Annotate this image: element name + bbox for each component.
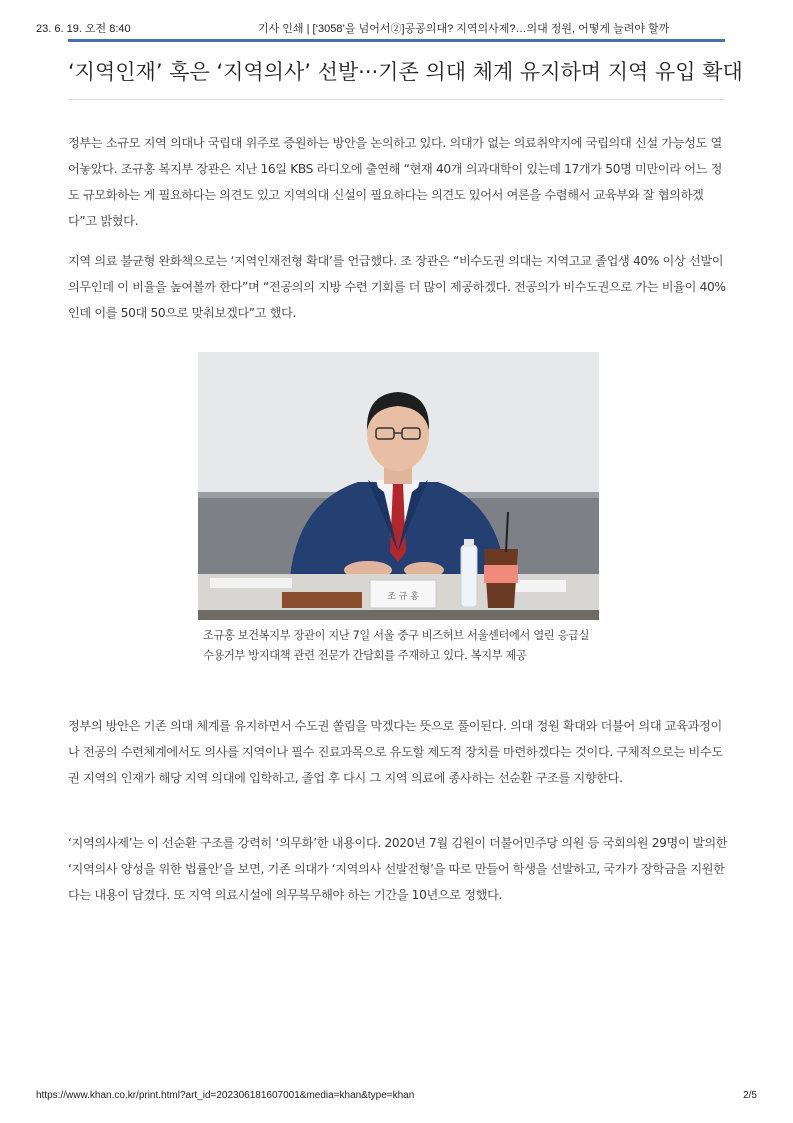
article-photo: [198, 352, 599, 620]
print-page-title: 기사 인쇄 | [‘3058’을 넘어서②]공공의대? 지역의사제?…의대 정원, 어떻게 늘려야 할까: [258, 23, 670, 35]
article-paragraph-2: 지역 의료 불균형 완화책으로는 ‘지역인재전형 확대’를 언급했다. 조 장관은 “비수도권 의대는 지역고교 졸업생 40% 이상 선발이 의무인데 이 비율을 높여볼까 한다”며 “전공의의 지방 수련 기회를 더 많이 제공하겠다. 전공의가 비수도권으로 가는 비율이 40%인데 이를 50대 50으로 맞춰보겠다”고 했다.: [68, 254, 726, 320]
nameplate-text: 조 규 홍: [387, 592, 419, 602]
page-number: 2/5: [743, 1090, 757, 1101]
article-headline: ‘지역인재’ 혹은 ‘지역의사’ 선발···기존 의대 체계 유지하며 지역 유입 확대: [68, 60, 743, 84]
photo-caption: 조규홍 보건복지부 장관이 지난 7일 서울 중구 비즈허브 서울센터에서 열린 응급실 수용거부 방지대책 관련 전문가 간담회를 주재하고 있다. 복지부 제공: [203, 629, 590, 662]
print-header: [36, 20, 757, 36]
article-paragraph-3: 정부의 방안은 기존 의대 체계를 유지하면서 수도권 쏠림을 막겠다는 뜻으로 풀이된다. 의대 정원 확대와 더불어 의대 교육과정이나 전공의 수련체계에서도 의사를 지역이나 필수 진료과목으로 유도할 제도적 장치를 마련하겠다는 것이다. 구체적으로는 비수도권 지역의 인재가 해당 지역 의대에 입학하고, 졸업 후 다시 그 지역 의료에 종사하는 선순환 구조를 지향한다.: [68, 719, 723, 785]
headline-divider: [68, 99, 725, 100]
article-url: https://www.khan.co.kr/print.html?art_id=202306181607001&media=khan&type=khan: [36, 1090, 415, 1101]
article-paragraph-1: 정부는 소규모 지역 의대나 국립대 위주로 증원하는 방안을 논의하고 있다. 의대가 없는 의료취약지에 국립의대 신설 가능성도 열어놓았다. 조규홍 복지부 장관은 지난 16일 KBS 라디오에 출연해 “현재 40개 의과대학이 있는데 17개가 50명 미만이라 어느 정도 규모화하는 게 필요하다는 의견도 있고 지역의대 신설이 필요하다는 의견도 있어서 여론을 수렴해서 교육부와 잘 협의하겠다”고 밝혔다.: [68, 136, 723, 228]
minister-photo-illustration: [198, 352, 599, 620]
print-footer: [36, 1090, 757, 1106]
article-paragraph-4: ‘지역의사제’는 이 선순환 구조를 강력히 ‘의무화’한 내용이다. 2020년 7월 김원이 더불어민주당 의원 등 국회의원 29명이 발의한 ‘지역의사 양성을 위한 법률안’을 보면, 기존 의대가 ‘지역의사 선발전형’을 따로 만들어 학생을 선발하고, 국가가 장학금을 지원한다는 내용이 담겼다. 또 지역 의료시설에 의무복무해야 하는 기간을 10년으로 정했다.: [68, 836, 728, 902]
header-accent-rule: [68, 39, 725, 42]
print-date: 23. 6. 19. 오전 8:40: [36, 23, 131, 35]
